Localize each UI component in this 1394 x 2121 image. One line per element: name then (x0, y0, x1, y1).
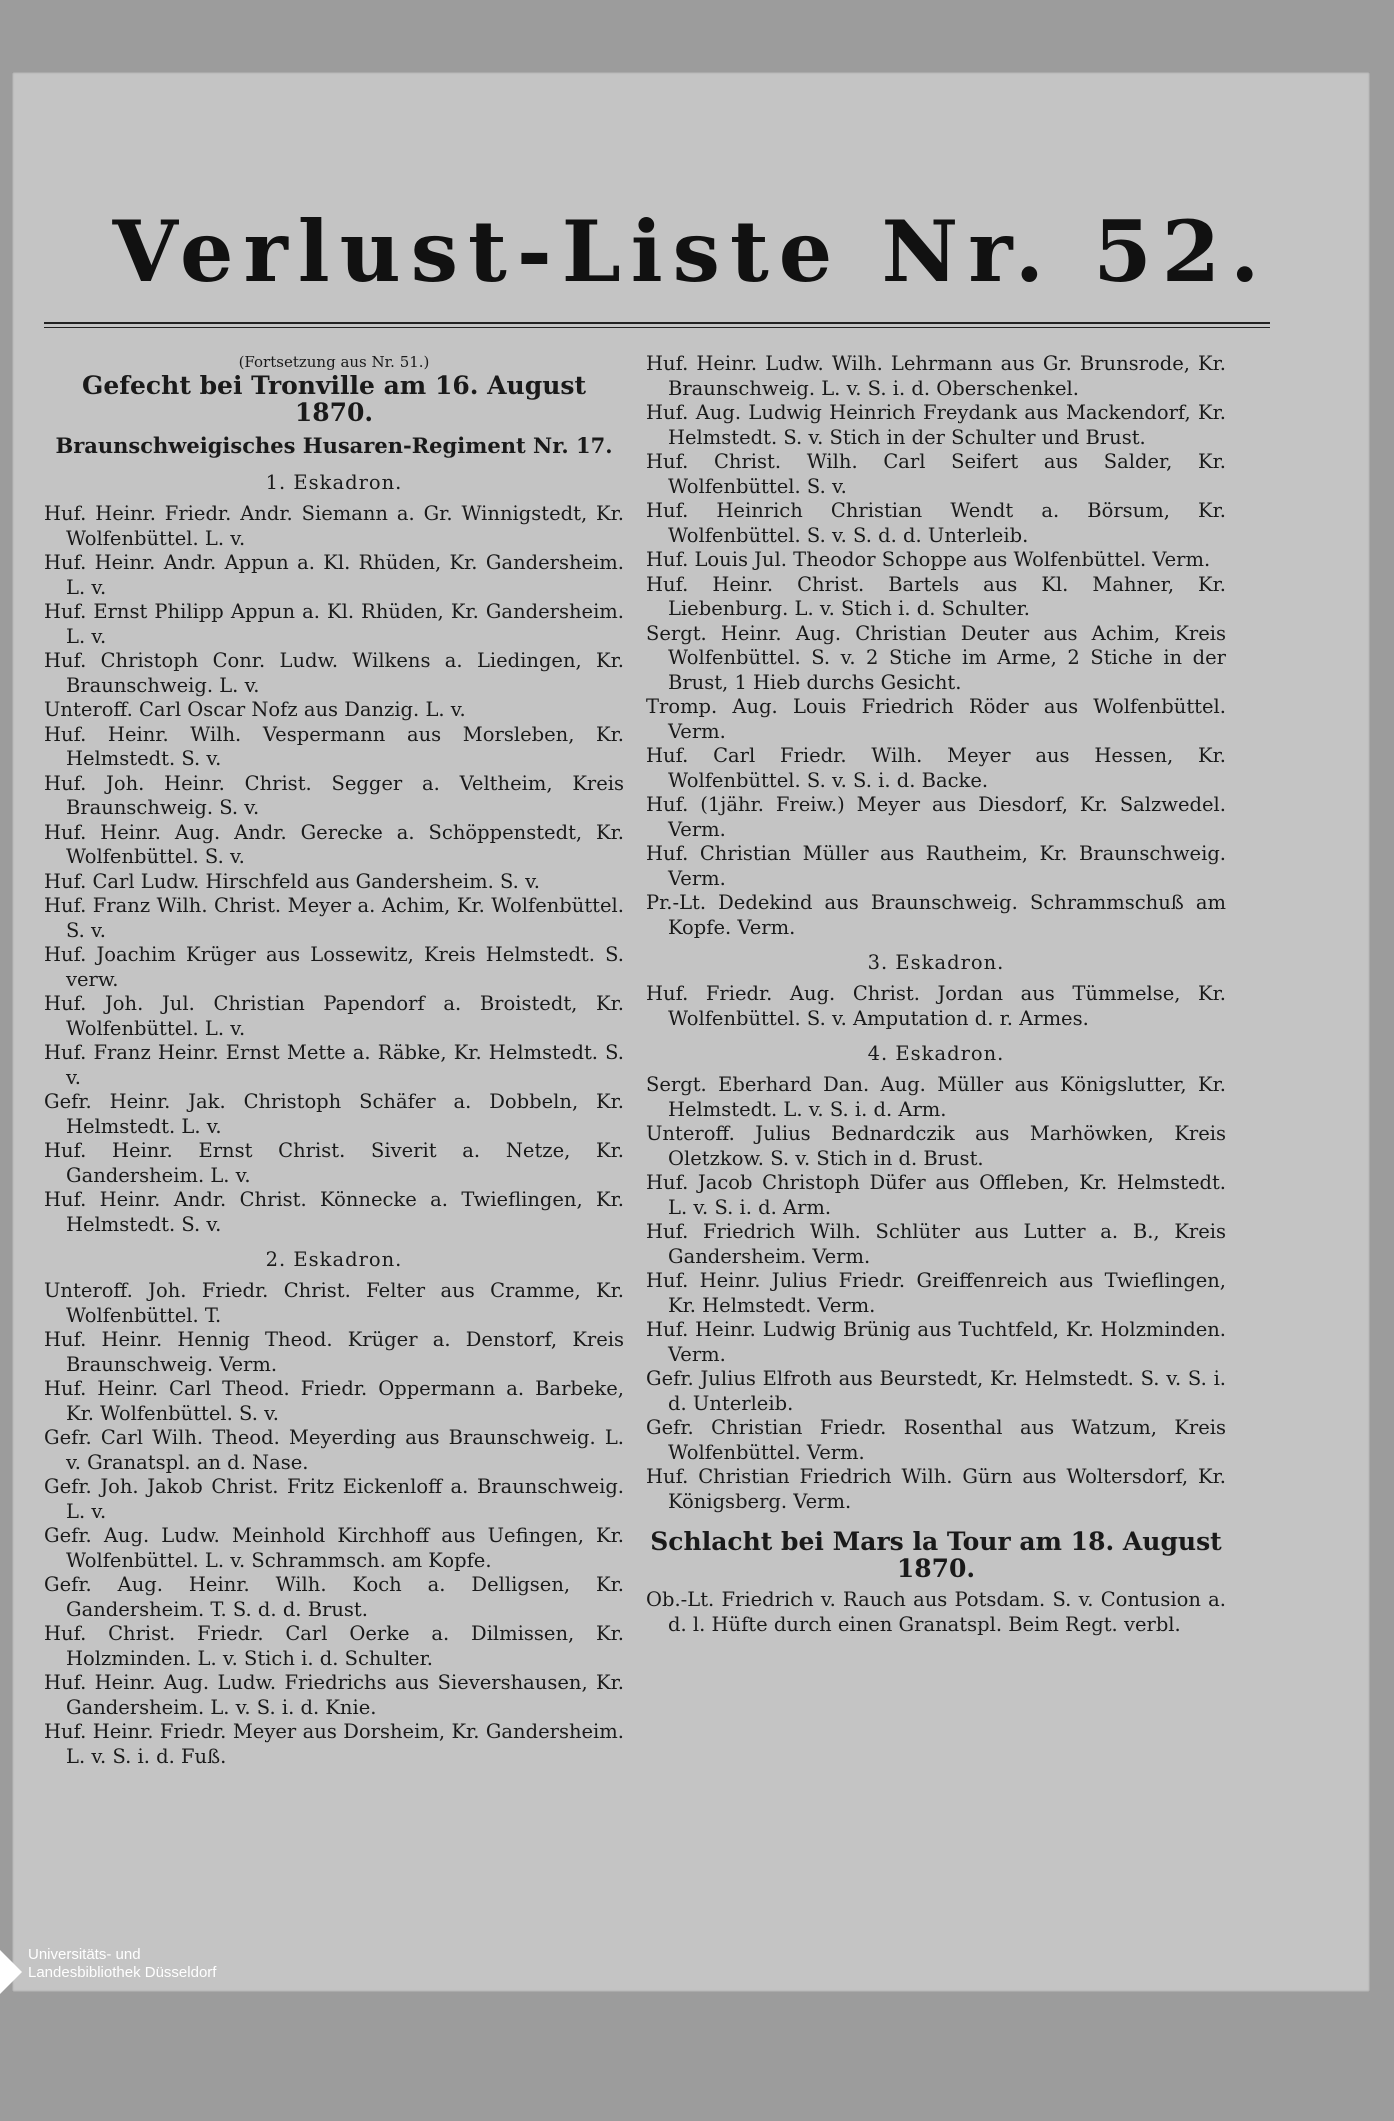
casualty-entry: Huf. Heinr. Carl Theod. Friedr. Oppermann a. Barbeke, Kr. Wolfenbüttel. S. v. (44, 1377, 624, 1425)
squadron-list (646, 352, 1226, 940)
battle-heading: Gefecht bei Tronville am 16. August 1870. (82, 371, 586, 427)
casualty-entry: Huf. Joh. Heinr. Christ. Segger a. Veltheim, Kreis Braunschweig. S. v. (44, 771, 624, 819)
squadron-list (44, 1279, 624, 1769)
newspaper-page (12, 72, 1370, 1992)
casualty-entry: Gefr. Julius Elfroth aus Beurstedt, Kr. Helmstedt. S. v. S. i. d. Unterleib. (646, 1367, 1226, 1415)
casualty-entry: Sergt. Eberhard Dan. Aug. Müller aus Königslutter, Kr. Helmstedt. L. v. S. i. d. Arm. (646, 1073, 1226, 1121)
casualty-entry: Huf. Jacob Christoph Düfer aus Offleben, Kr. Helmstedt. L. v. S. i. d. Arm. (646, 1171, 1226, 1219)
squadron-list (44, 502, 624, 1237)
casualty-entry: Huf. Christian Friedrich Wilh. Gürn aus Woltersdorf, Kr. Königsberg. Verm. (646, 1465, 1226, 1513)
squadron-list (646, 1588, 1226, 1637)
casualty-entry: Huf. Heinr. Ernst Christ. Siverit a. Netze, Kr. Gandersheim. L. v. (44, 1139, 624, 1187)
casualty-entry: Ob.-Lt. Friedrich v. Rauch aus Potsdam. S. v. Contusion a. d. l. Hüfte durch einen Granatspl. Beim Regt. verbl. (646, 1588, 1226, 1636)
casualty-entry: Huf. Christian Müller aus Rautheim, Kr. Braunschweig. Verm. (646, 842, 1226, 890)
casualty-entry: Huf. Christ. Wilh. Carl Seifert aus Salder, Kr. Wolfenbüttel. S. v. (646, 450, 1226, 498)
squadron-list (646, 1073, 1226, 1514)
left-column (44, 352, 624, 1769)
continuation-note: (Fortsetzung aus Nr. 51.) (238, 353, 430, 371)
casualty-entry: Huf. Carl Friedr. Wilh. Meyer aus Hessen, Kr. Wolfenbüttel. S. v. S. i. d. Backe. (646, 744, 1226, 792)
casualty-entry: Huf. Ernst Philipp Appun a. Kl. Rhüden, Kr. Gandersheim. L. v. (44, 600, 624, 648)
casualty-entry: Sergt. Heinr. Aug. Christian Deuter aus Achim, Kreis Wolfenbüttel. S. v. 2 Stiche im Arme, 2 Stiche in der Brust, 1 Hieb durchs Gesicht. (646, 621, 1226, 694)
casualty-entry: Tromp. Aug. Louis Friedrich Röder aus Wolfenbüttel. Verm. (646, 695, 1226, 743)
casualty-entry: Huf. Heinr. Julius Friedr. Greiffenreich aus Twieflingen, Kr. Helmstedt. Verm. (646, 1269, 1226, 1317)
casualty-entry: Huf. Heinr. Aug. Ludw. Friedrichs aus Sievershausen, Kr. Gandersheim. L. v. S. i. d. Knie. (44, 1671, 624, 1719)
casualty-entry: Gefr. Aug. Ludw. Meinhold Kirchhoff aus Uefingen, Kr. Wolfenbüttel. L. v. Schrammsch. am Kopfe. (44, 1524, 624, 1572)
library-logo-icon (0, 1950, 22, 1994)
casualty-entry: Gefr. Carl Wilh. Theod. Meyerding aus Braunschweig. L. v. Granatspl. an d. Nase. (44, 1426, 624, 1474)
squadron-heading: 1. Eskadron. (265, 471, 403, 494)
casualty-entry: Unteroff. Julius Bednardczik aus Marhöwken, Kreis Oletzkow. S. v. Stich in d. Brust. (646, 1122, 1226, 1170)
squadron-heading: 2. Eskadron. (265, 1248, 403, 1271)
squadron-heading: 3. Eskadron. (867, 951, 1005, 974)
casualty-entry: Huf. Franz Heinr. Ernst Mette a. Räbke, Kr. Helmstedt. S. v. (44, 1041, 624, 1089)
casualty-entry: Gefr. Aug. Heinr. Wilh. Koch a. Delligsen, Kr. Gandersheim. T. S. d. d. Brust. (44, 1573, 624, 1621)
casualty-entry: Huf. Christ. Friedr. Carl Oerke a. Dilmissen, Kr. Holzminden. L. v. Stich i. d. Schulter. (44, 1622, 624, 1670)
casualty-entry: Huf. Heinr. Wilh. Vespermann aus Morsleben, Kr. Helmstedt. S. v. (44, 722, 624, 770)
casualty-entry: Huf. Heinr. Andr. Appun a. Kl. Rhüden, Kr. Gandersheim. L. v. (44, 551, 624, 599)
squadron-heading: 4. Eskadron. (867, 1042, 1005, 1065)
casualty-entry: Huf. Christoph Conr. Ludw. Wilkens a. Liedingen, Kr. Braunschweig. L. v. (44, 649, 624, 697)
casualty-entry: Huf. Heinr. Aug. Andr. Gerecke a. Schöppenstedt, Kr. Wolfenbüttel. S. v. (44, 820, 624, 868)
page-title: Verlust-Liste Nr. 52. (112, 202, 1270, 301)
casualty-entry: Huf. Franz Wilh. Christ. Meyer a. Achim, Kr. Wolfenbüttel. S. v. (44, 894, 624, 942)
library-logo (0, 1944, 420, 2000)
casualty-entry: Huf. Friedr. Aug. Christ. Jordan aus Tümmelse, Kr. Wolfenbüttel. S. v. Amputation d. r. Armes. (646, 982, 1226, 1030)
casualty-entry: Huf. Heinr. Friedr. Andr. Siemann a. Gr. Winnigstedt, Kr. Wolfenbüttel. L. v. (44, 502, 624, 550)
casualty-entry: Huf. Joh. Jul. Christian Papendorf a. Broistedt, Kr. Wolfenbüttel. L. v. (44, 992, 624, 1040)
casualty-entry: Huf. Heinr. Andr. Christ. Könnecke a. Twieflingen, Kr. Helmstedt. S. v. (44, 1188, 624, 1236)
casualty-entry: Gefr. Heinr. Jak. Christoph Schäfer a. Dobbeln, Kr. Helmstedt. L. v. (44, 1090, 624, 1138)
title-rule (44, 322, 1270, 324)
casualty-entry: Unteroff. Carl Oscar Nofz aus Danzig. L. v. (44, 698, 466, 721)
casualty-entry: Unteroff. Joh. Friedr. Christ. Felter aus Cramme, Kr. Wolfenbüttel. T. (44, 1279, 624, 1327)
casualty-entry: Huf. Heinr. Friedr. Meyer aus Dorsheim, Kr. Gandersheim. L. v. S. i. d. Fuß. (44, 1720, 624, 1768)
regiment-heading: Braunschweigisches Husaren-Regiment Nr. 17. (55, 433, 613, 458)
casualty-entry: Huf. Heinr. Ludw. Wilh. Lehrmann aus Gr. Brunsrode, Kr. Braunschweig. L. v. S. i. d. Oberschenkel. (646, 352, 1226, 400)
casualty-entry: Huf. Friedrich Wilh. Schlüter aus Lutter a. B., Kreis Gandersheim. Verm. (646, 1220, 1226, 1268)
casualty-entry: Pr.-Lt. Dedekind aus Braunschweig. Schrammschuß am Kopfe. Verm. (646, 891, 1226, 939)
battle-heading: Schlacht bei Mars la Tour am 18. August 1870. (650, 1527, 1222, 1583)
title-rule-thin (44, 327, 1270, 328)
casualty-entry: Huf. Heinr. Hennig Theod. Krüger a. Denstorf, Kreis Braunschweig. Verm. (44, 1328, 624, 1376)
casualty-entry: Gefr. Joh. Jakob Christ. Fritz Eickenloff a. Braunschweig. L. v. (44, 1475, 624, 1523)
casualty-entry: Huf. Heinrich Christian Wendt a. Börsum, Kr. Wolfenbüttel. S. v. S. d. d. Unterleib. (646, 499, 1226, 547)
casualty-entry: Huf. Heinr. Ludwig Brünig aus Tuchtfeld, Kr. Holzminden. Verm. (646, 1318, 1226, 1366)
casualty-entry: Huf. Joachim Krüger aus Lossewitz, Kreis Helmstedt. S. verw. (44, 943, 624, 991)
casualty-entry: Huf. (1jähr. Freiw.) Meyer aus Diesdorf, Kr. Salzwedel. Verm. (646, 793, 1226, 841)
casualty-entry: Huf. Heinr. Christ. Bartels aus Kl. Mahner, Kr. Liebenburg. L. v. Stich i. d. Schulter. (646, 572, 1226, 620)
casualty-entry: Gefr. Christian Friedr. Rosenthal aus Watzum, Kreis Wolfenbüttel. Verm. (646, 1416, 1226, 1464)
squadron-list (646, 982, 1226, 1031)
casualty-entry: Huf. Aug. Ludwig Heinrich Freydank aus Mackendorf, Kr. Helmstedt. S. v. Stich in der Schulter und Brust. (646, 401, 1226, 449)
casualty-entry: Huf. Carl Ludw. Hirschfeld aus Gandersheim. S. v. (44, 869, 540, 893)
casualty-entry: Huf. Louis Jul. Theodor Schoppe aus Wolfenbüttel. Verm. (646, 548, 1211, 571)
right-column (646, 352, 1226, 1637)
library-name: Universitäts- und Landesbibliothek Düsseldorf (28, 1946, 217, 1981)
